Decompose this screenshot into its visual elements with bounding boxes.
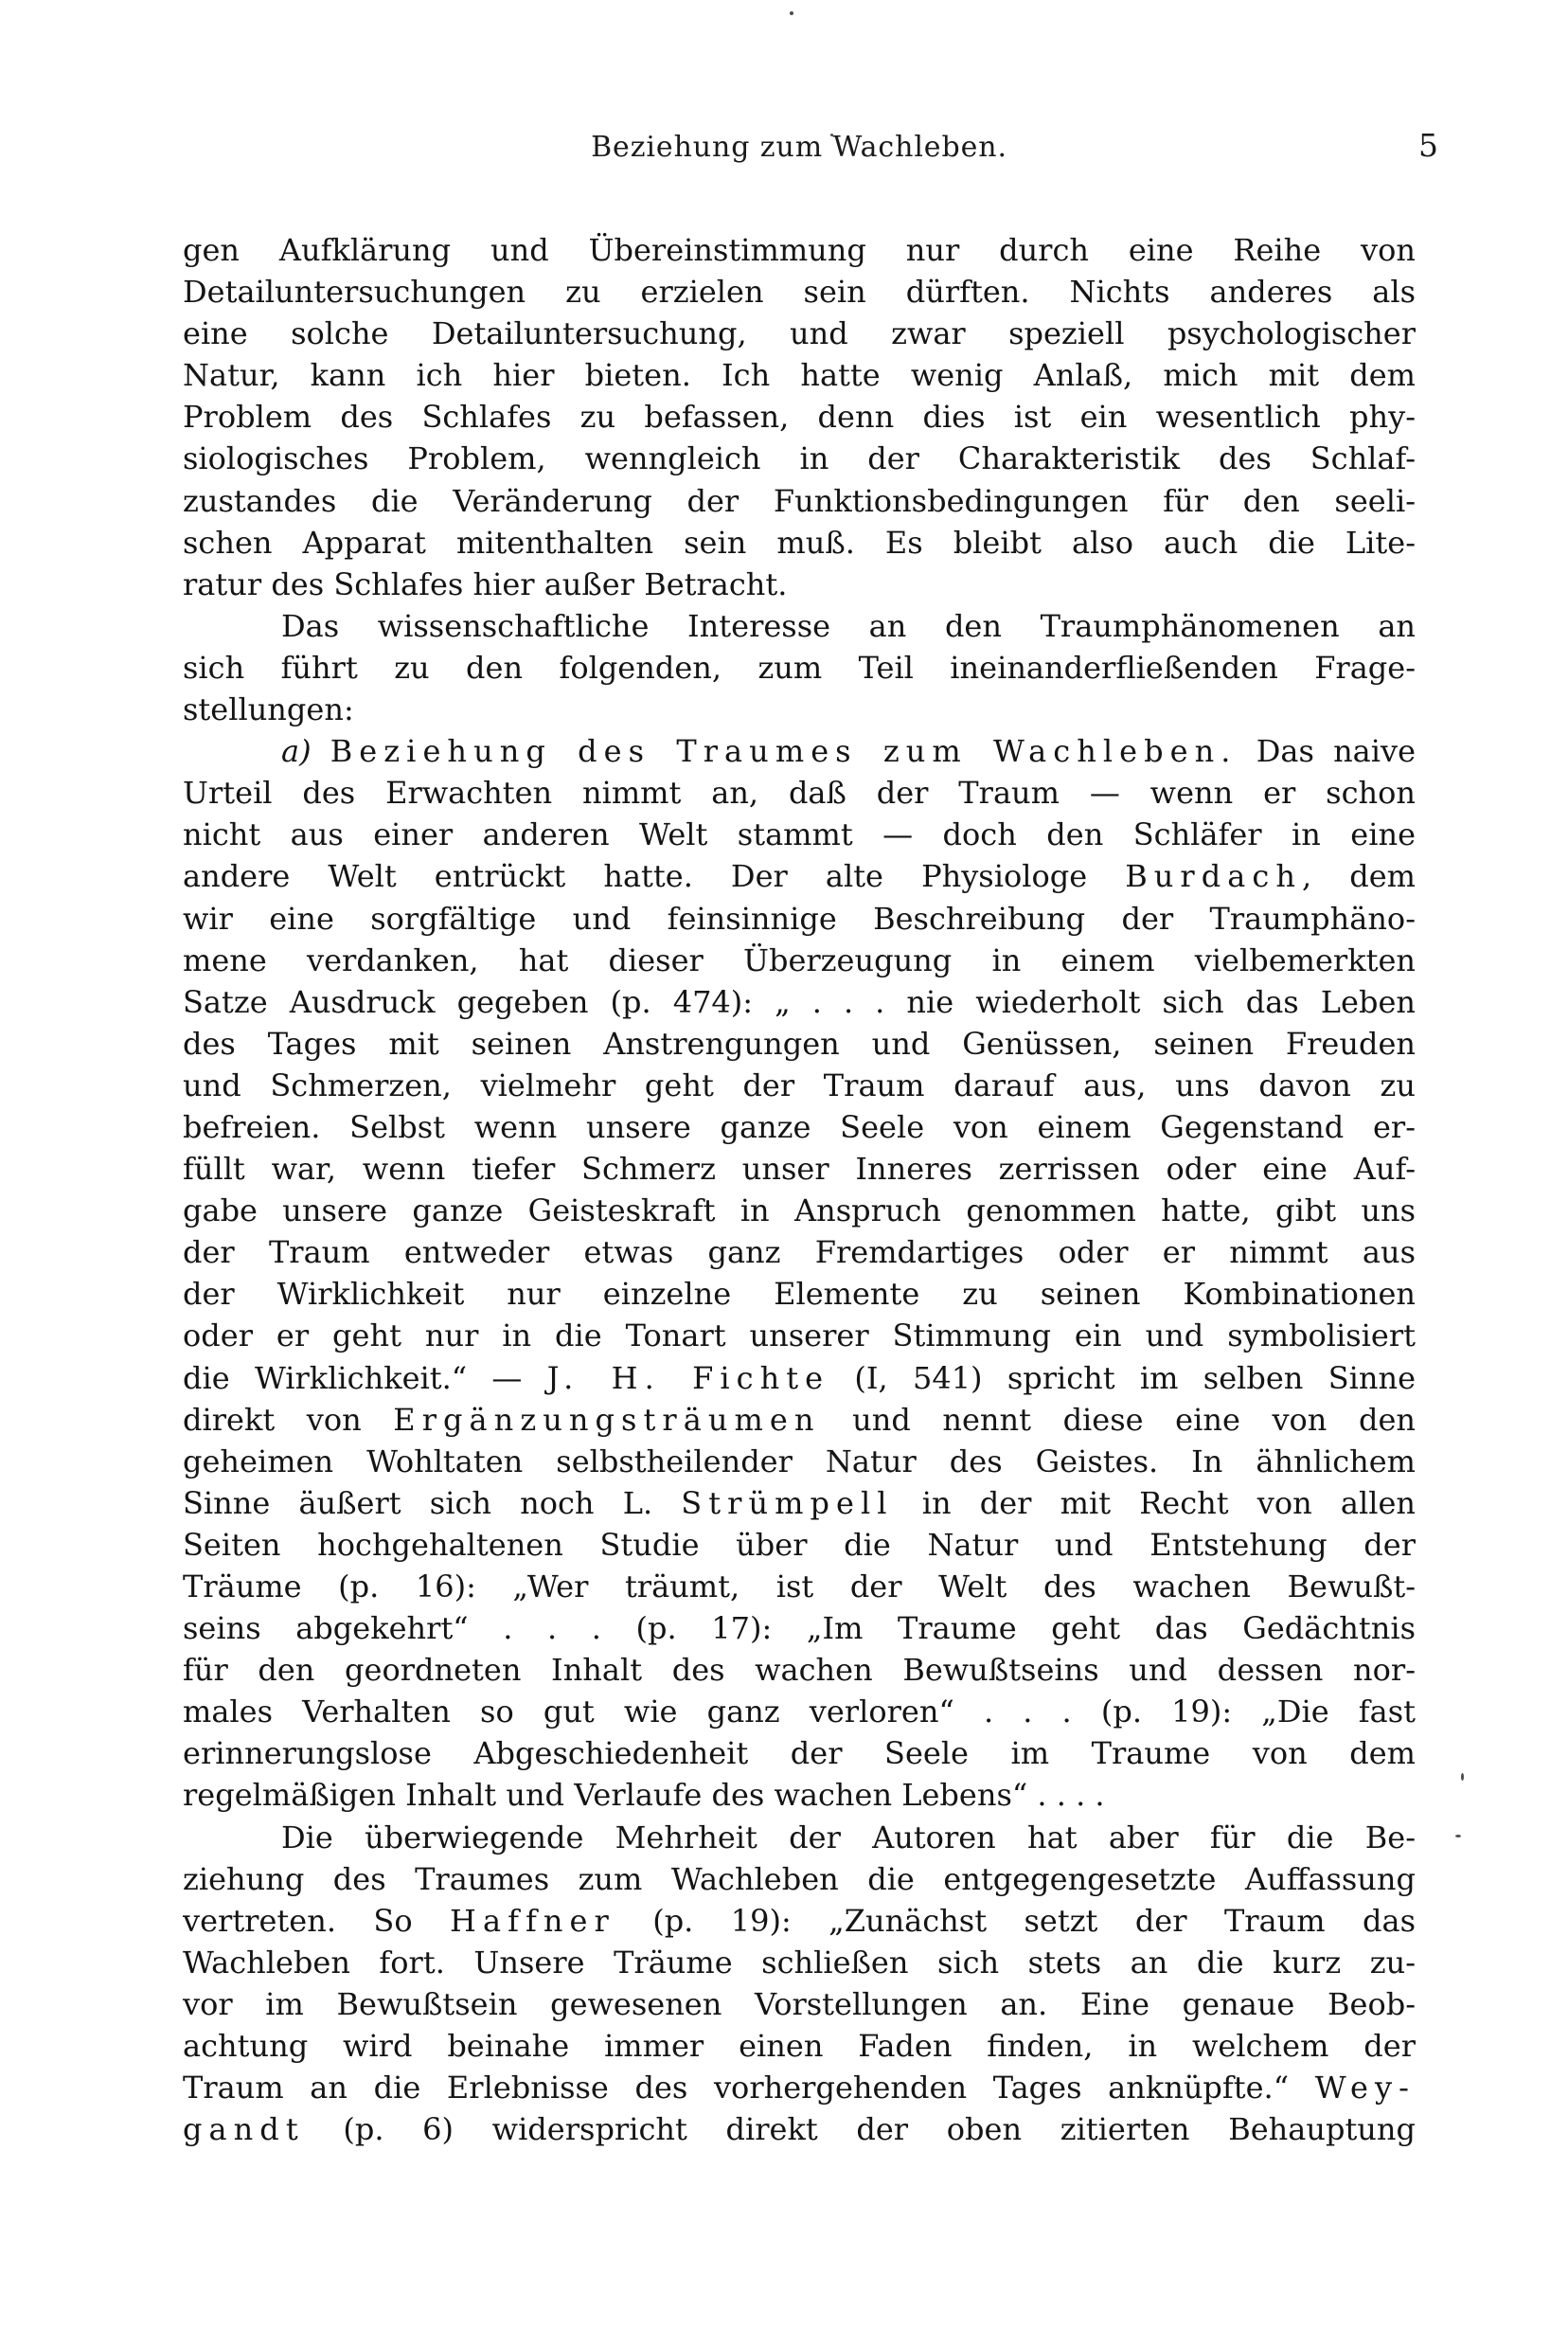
text-segment: nicht aus einer anderen Welt stammt — doch den Schläfer in eine xyxy=(183,816,1416,853)
text-segment: Urteil des Erwachten nimmt an, daß der Traum — wenn er schon xyxy=(183,775,1416,812)
letterspaced-name: J. H. Fichte xyxy=(546,1359,830,1396)
text-segment: regelmäßigen Inhalt und Verlaufe des wachen Lebens“ . . . . xyxy=(183,1777,1105,1814)
text-segment: Natur, kann ich hier bieten. Ich hatte wenig Anlaß, mich mit dem xyxy=(183,357,1416,394)
text-line xyxy=(183,1649,1416,1691)
text-segment: ratur des Schlafes hier außer Betracht. xyxy=(183,565,788,602)
text-line xyxy=(183,1566,1416,1607)
text-segment: ziehung des Traumes zum Wachleben die entgegengesetzte Auffassung xyxy=(183,1860,1416,1897)
text-segment: , dem xyxy=(1302,858,1416,895)
text-segment: Satze Ausdruck gegeben (p. 474): „ . . . nie wiederholt sich das Leben xyxy=(183,983,1416,1020)
text-line xyxy=(183,1065,1416,1106)
letterspaced-name: Ergänzungsträumen xyxy=(393,1401,821,1438)
text-line xyxy=(183,1023,1416,1065)
text-line xyxy=(183,1983,1416,2025)
text-line xyxy=(183,1732,1416,1774)
scan-speck xyxy=(1461,1773,1464,1781)
letterspaced-name: Beziehung des Traumes zum Wachleben. xyxy=(330,733,1238,770)
text-line xyxy=(183,354,1416,396)
letterspaced-name: Wey- xyxy=(1314,2070,1416,2106)
text-segment: stellungen: xyxy=(183,691,354,728)
italic-marker: a) xyxy=(281,733,312,770)
text-line xyxy=(183,1315,1416,1356)
text-line xyxy=(183,438,1416,479)
text-line xyxy=(183,1106,1416,1148)
text-segment: vertreten. So xyxy=(183,1902,450,1939)
text-segment: gen Aufklärung und Übereinstimmung nur durch eine Reihe von xyxy=(183,232,1416,268)
text-line xyxy=(183,689,1416,730)
text-segment: Traum an die Erlebnisse des vorhergehenden Tages anknüpfte.“ xyxy=(183,2070,1315,2106)
text-segment: Problem des Schlafes zu befassen, denn dies ist ein wesentlich phy- xyxy=(183,399,1416,436)
text-segment: direkt von xyxy=(183,1401,394,1438)
text-line xyxy=(183,647,1416,689)
text-segment: Seiten hochgehaltenen Studie über die Natur und Entstehung der xyxy=(183,1526,1416,1563)
text-line xyxy=(183,271,1416,313)
text-segment: andere Welt entrückt hatte. Der alte Physiologe xyxy=(183,858,1126,895)
text-segment: befreien. Selbst wenn unsere ganze Seele von einem Gegenstand er- xyxy=(183,1108,1416,1145)
text-line xyxy=(183,1900,1416,1942)
text-segment: seins abgekehrt“ . . . (p. 17): „Im Traume geht das Gedächtnis xyxy=(183,1610,1416,1647)
text-segment: vor im Bewußtsein gewesenen Vorstellungen an. Eine genaue Beob- xyxy=(183,1985,1416,2022)
running-header xyxy=(183,127,1438,172)
text-line xyxy=(183,1441,1416,1482)
text-segment: (p. 19): „Zunächst setzt der Traum das xyxy=(615,1902,1416,1939)
text-segment: achtung wird beinahe immer einen Faden finden, in welchem der xyxy=(183,2028,1416,2065)
text-segment: wir eine sorgfältige und feinsinnige Beschreibung der Traumphäno- xyxy=(183,900,1416,937)
text-line xyxy=(183,730,1416,772)
text-segment: Träume (p. 16): „Wer träumt, ist der Welt des wachen Bewußt- xyxy=(183,1568,1416,1604)
letterspaced-name: gandt xyxy=(183,2111,305,2148)
text-line xyxy=(183,1482,1416,1524)
text-line xyxy=(183,940,1416,981)
text-segment: Detailuntersuchungen zu erzielen sein dürften. Nichts anderes als xyxy=(183,274,1416,311)
text-line xyxy=(183,855,1416,897)
text-line xyxy=(183,2067,1416,2108)
paragraph xyxy=(183,730,1416,1816)
text-line xyxy=(183,229,1416,271)
text-segment: die Wirklichkeit.“ — xyxy=(183,1359,547,1396)
text-line xyxy=(183,313,1416,354)
paragraph xyxy=(183,1817,1416,2151)
text-line xyxy=(183,1399,1416,1441)
page-title: Beziehung zum Wachleben. xyxy=(591,131,1007,164)
text-segment: siologisches Problem, wenngleich in der Charakteristik des Schlaf- xyxy=(183,440,1416,477)
text-segment: geheimen Wohltaten selbstheilender Natur des Geistes. In ähnlichem xyxy=(183,1443,1416,1479)
text-segment: mene verdanken, hat dieser Überzeugung in einem vielbemerkten xyxy=(183,941,1416,978)
text-line xyxy=(183,772,1416,814)
text-line xyxy=(183,564,1416,605)
text-segment: schen Apparat mitenthalten sein muß. Es bleibt also auch die Lite- xyxy=(183,524,1416,561)
paragraph xyxy=(183,605,1416,730)
text-line xyxy=(183,1607,1416,1649)
paragraph xyxy=(183,229,1416,605)
text-segment: sich führt zu den folgenden, zum Teil ineinanderfließenden Frage- xyxy=(183,649,1416,686)
text-segment: füllt war, wenn tiefer Schmerz unser Inneres zerrissen oder eine Auf- xyxy=(183,1151,1416,1188)
page-body xyxy=(183,229,1416,2150)
text-segment: (p. 6) widerspricht direkt der oben zitierten Behauptung xyxy=(304,2111,1416,2148)
text-segment: Wachleben fort. Unsere Träume schließen sich stets an die kurz zu- xyxy=(183,1944,1416,1981)
text-line xyxy=(183,1190,1416,1231)
text-segment: Das naive xyxy=(1237,733,1416,770)
text-line xyxy=(183,898,1416,940)
text-line xyxy=(183,1524,1416,1566)
text-line xyxy=(183,480,1416,522)
text-segment: zustandes die Veränderung der Funktionsbedingungen für den seeli- xyxy=(183,482,1416,519)
scan-speck xyxy=(790,11,793,15)
text-segment: der Traum entweder etwas ganz Fremdartiges oder er nimmt aus xyxy=(183,1234,1416,1271)
scan-speck xyxy=(1455,1835,1461,1837)
text-segment: in der mit Recht von allen xyxy=(893,1484,1416,1521)
text-segment: males Verhalten so gut wie ganz verloren“ . . . (p. 19): „Die fast xyxy=(183,1694,1416,1730)
text-segment: und Schmerzen, vielmehr geht der Traum darauf aus, uns davon zu xyxy=(183,1066,1416,1103)
text-line xyxy=(183,1231,1416,1273)
letterspaced-name: Burdach xyxy=(1125,858,1302,895)
text-line xyxy=(183,1858,1416,1900)
text-line xyxy=(183,814,1416,855)
page-number: 5 xyxy=(1418,127,1438,164)
text-line xyxy=(183,1774,1416,1816)
text-line xyxy=(183,1273,1416,1315)
text-line xyxy=(183,1148,1416,1190)
text-line xyxy=(183,522,1416,564)
text-line xyxy=(183,396,1416,438)
text-line xyxy=(183,981,1416,1023)
text-line xyxy=(183,1691,1416,1732)
text-segment: oder er geht nur in die Tonart unserer Stimmung ein und symbolisiert xyxy=(183,1317,1416,1354)
text-segment: eine solche Detailuntersuchung, und zwar speziell psychologischer xyxy=(183,315,1416,352)
text-line xyxy=(183,2025,1416,2067)
text-line xyxy=(183,1357,1416,1399)
text-line xyxy=(183,1942,1416,1983)
letterspaced-name: Haffner xyxy=(450,1902,615,1939)
text-segment: der Wirklichkeit nur einzelne Elemente zu seinen Kombinationen xyxy=(183,1276,1416,1313)
text-segment: gabe unsere ganze Geisteskraft in Anspruch genommen hatte, gibt uns xyxy=(183,1192,1416,1229)
text-line xyxy=(183,1817,1416,1858)
text-segment: für den geordneten Inhalt des wachen Bewußtseins und dessen nor- xyxy=(183,1652,1416,1689)
text-segment: und nennt diese eine von den xyxy=(820,1401,1416,1438)
text-segment: des Tages mit seinen Anstrengungen und Genüssen, seinen Freuden xyxy=(183,1025,1416,1062)
text-segment xyxy=(312,733,330,769)
text-segment: Das wissenschaftliche Interesse an den Traumphänomenen an xyxy=(281,607,1416,644)
text-segment: (I, 541) spricht im selben Sinne xyxy=(829,1359,1416,1396)
text-segment: Sinne äußert sich noch L. xyxy=(183,1484,682,1521)
letterspaced-name: Strümpell xyxy=(681,1484,894,1521)
text-segment: erinnerungslose Abgeschiedenheit der Seele im Traume von dem xyxy=(183,1735,1416,1772)
text-line xyxy=(183,2108,1416,2150)
text-line xyxy=(183,605,1416,647)
text-segment: Die überwiegende Mehrheit der Autoren hat aber für die Be- xyxy=(281,1819,1416,1855)
